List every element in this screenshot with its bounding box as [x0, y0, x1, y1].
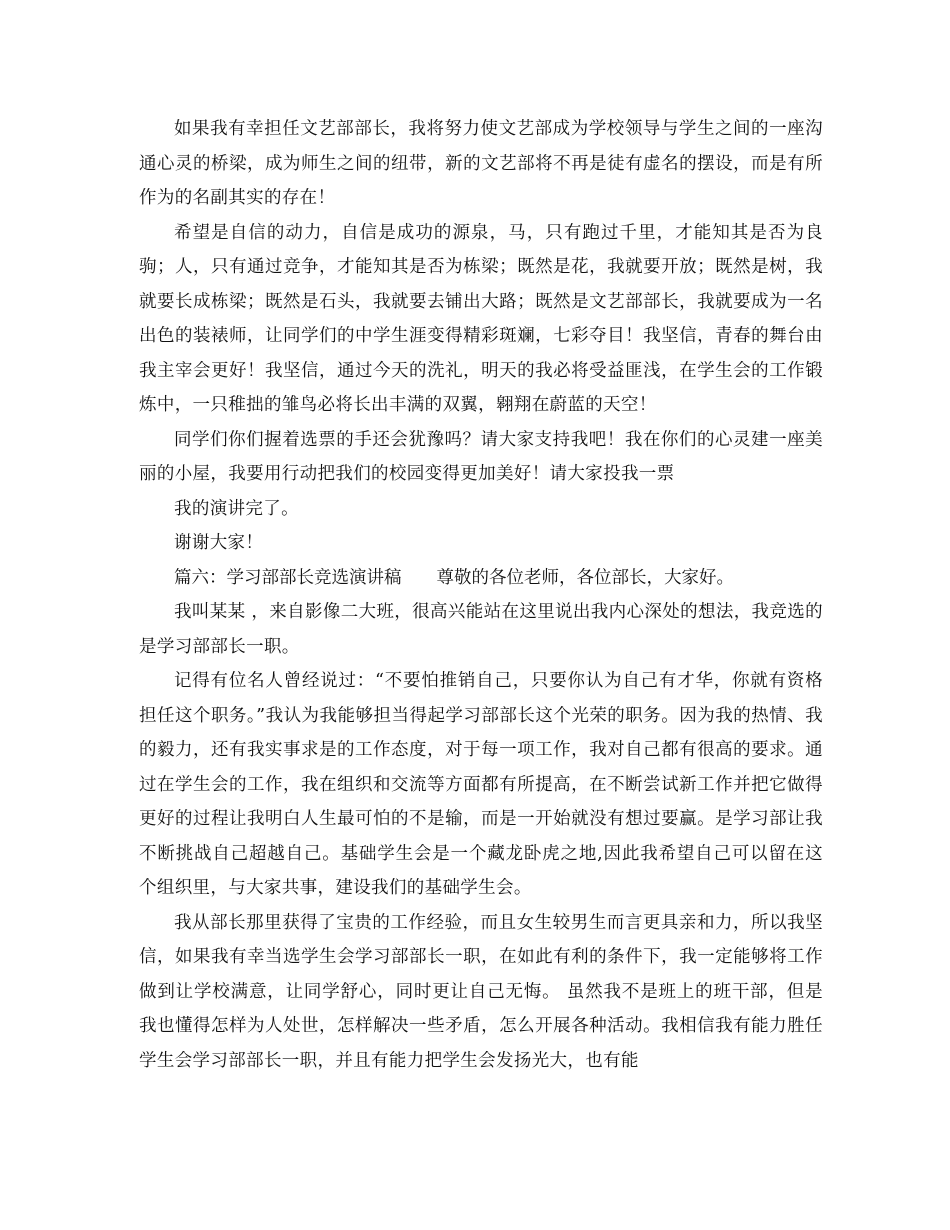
paragraph-art-minister-bridge: 如果我有幸担任文艺部部长，我将努力使文艺部成为学校领导与学生之间的一座沟通心灵的桥梁，成为师生之间的纽带，新的文艺部将不再是徒有虚名的摆设，而是有所作为的名副其实的存在！	[139, 119, 823, 208]
paragraph-self-introduction: 我叫某某 ，来自影像二大班，很高兴能站在这里说出我内心深处的想法，我竞选的是学习部部长一职。	[139, 602, 823, 657]
paragraph-thanks: 谢谢大家！	[174, 533, 264, 553]
paragraph-hope-confidence: 希望是自信的动力，自信是成功的源泉，马，只有跑过千里，才能知其是否为良驹；人，只有通过竞争，才能知其是否为栋梁；既然是花，我就要开放；既然是树，我就要长成栋梁；既然是石头，我就要去铺出大路；既然是文艺部部长，我就要成为一名出色的装裱师，让同学们的中学生涯变得精彩斑斓，七彩夺目！我坚信，青春的舞台由我主宰会更好！我坚信，通过今天的洗礼，明天的我必将受益匪浅，在学生会的工作锻炼中，一只稚拙的雏鸟必将长出丰满的双翼，翱翔在蔚蓝的天空！	[139, 222, 823, 415]
paragraph-speech-finished: 我的演讲完了。	[174, 498, 299, 519]
paragraph-vote-appeal: 同学们你们握着选票的手还会犹豫吗？请大家支持我吧！我在你们的心灵建一座美丽的小屋，我要用行动把我们的校园变得更加美好！请大家投我一票	[139, 429, 823, 484]
paragraph-famous-quote: 记得有位名人曾经说过：“不要怕推销自己，只要你认为自己有才华，你就有资格担任这个职务。”我认为我能够担当得起学习部部长这个光荣的职务。因为我的热情、我的毅力，还有我实事求是的工作态度，对于每一项工作，我对自己都有很高的要求。通过在学生会的工作，我在组织和交流等方面都有所提高，在不断尝试新工作并把它做得更好的过程让我明白人生最可怕的不是输，而是一开始就没有想过要赢。是学习部让我不断挑战自己超越自己。基础学生会是一个藏龙卧虎之地,因此我希望自己可以留在这个组织里，与大家共事，建设我们的基础学生会。	[139, 671, 823, 898]
paragraph-experience: 我从部长那里获得了宝贵的工作经验，而且女生较男生而言更具亲和力，所以我坚信，如果我有幸当选学生会学习部部长一职，在如此有利的条件下，我一定能够将工作做到让学校满意，让同学舒心，同时更让自己无悔。 虽然我不是班上的班干部，但是我也懂得怎样为人处世，怎样解决一些矛盾，怎么开展各种活动。我相信我有能力胜任学生会学习部部长一职，并且有能力把学生会发扬光大，也有能	[139, 912, 823, 1071]
document-page	[139, 112, 823, 1078]
section-heading-part-six: 篇六：学习部部长竞选演讲稿 尊敬的各位老师，各位部长，大家好。	[174, 567, 734, 588]
